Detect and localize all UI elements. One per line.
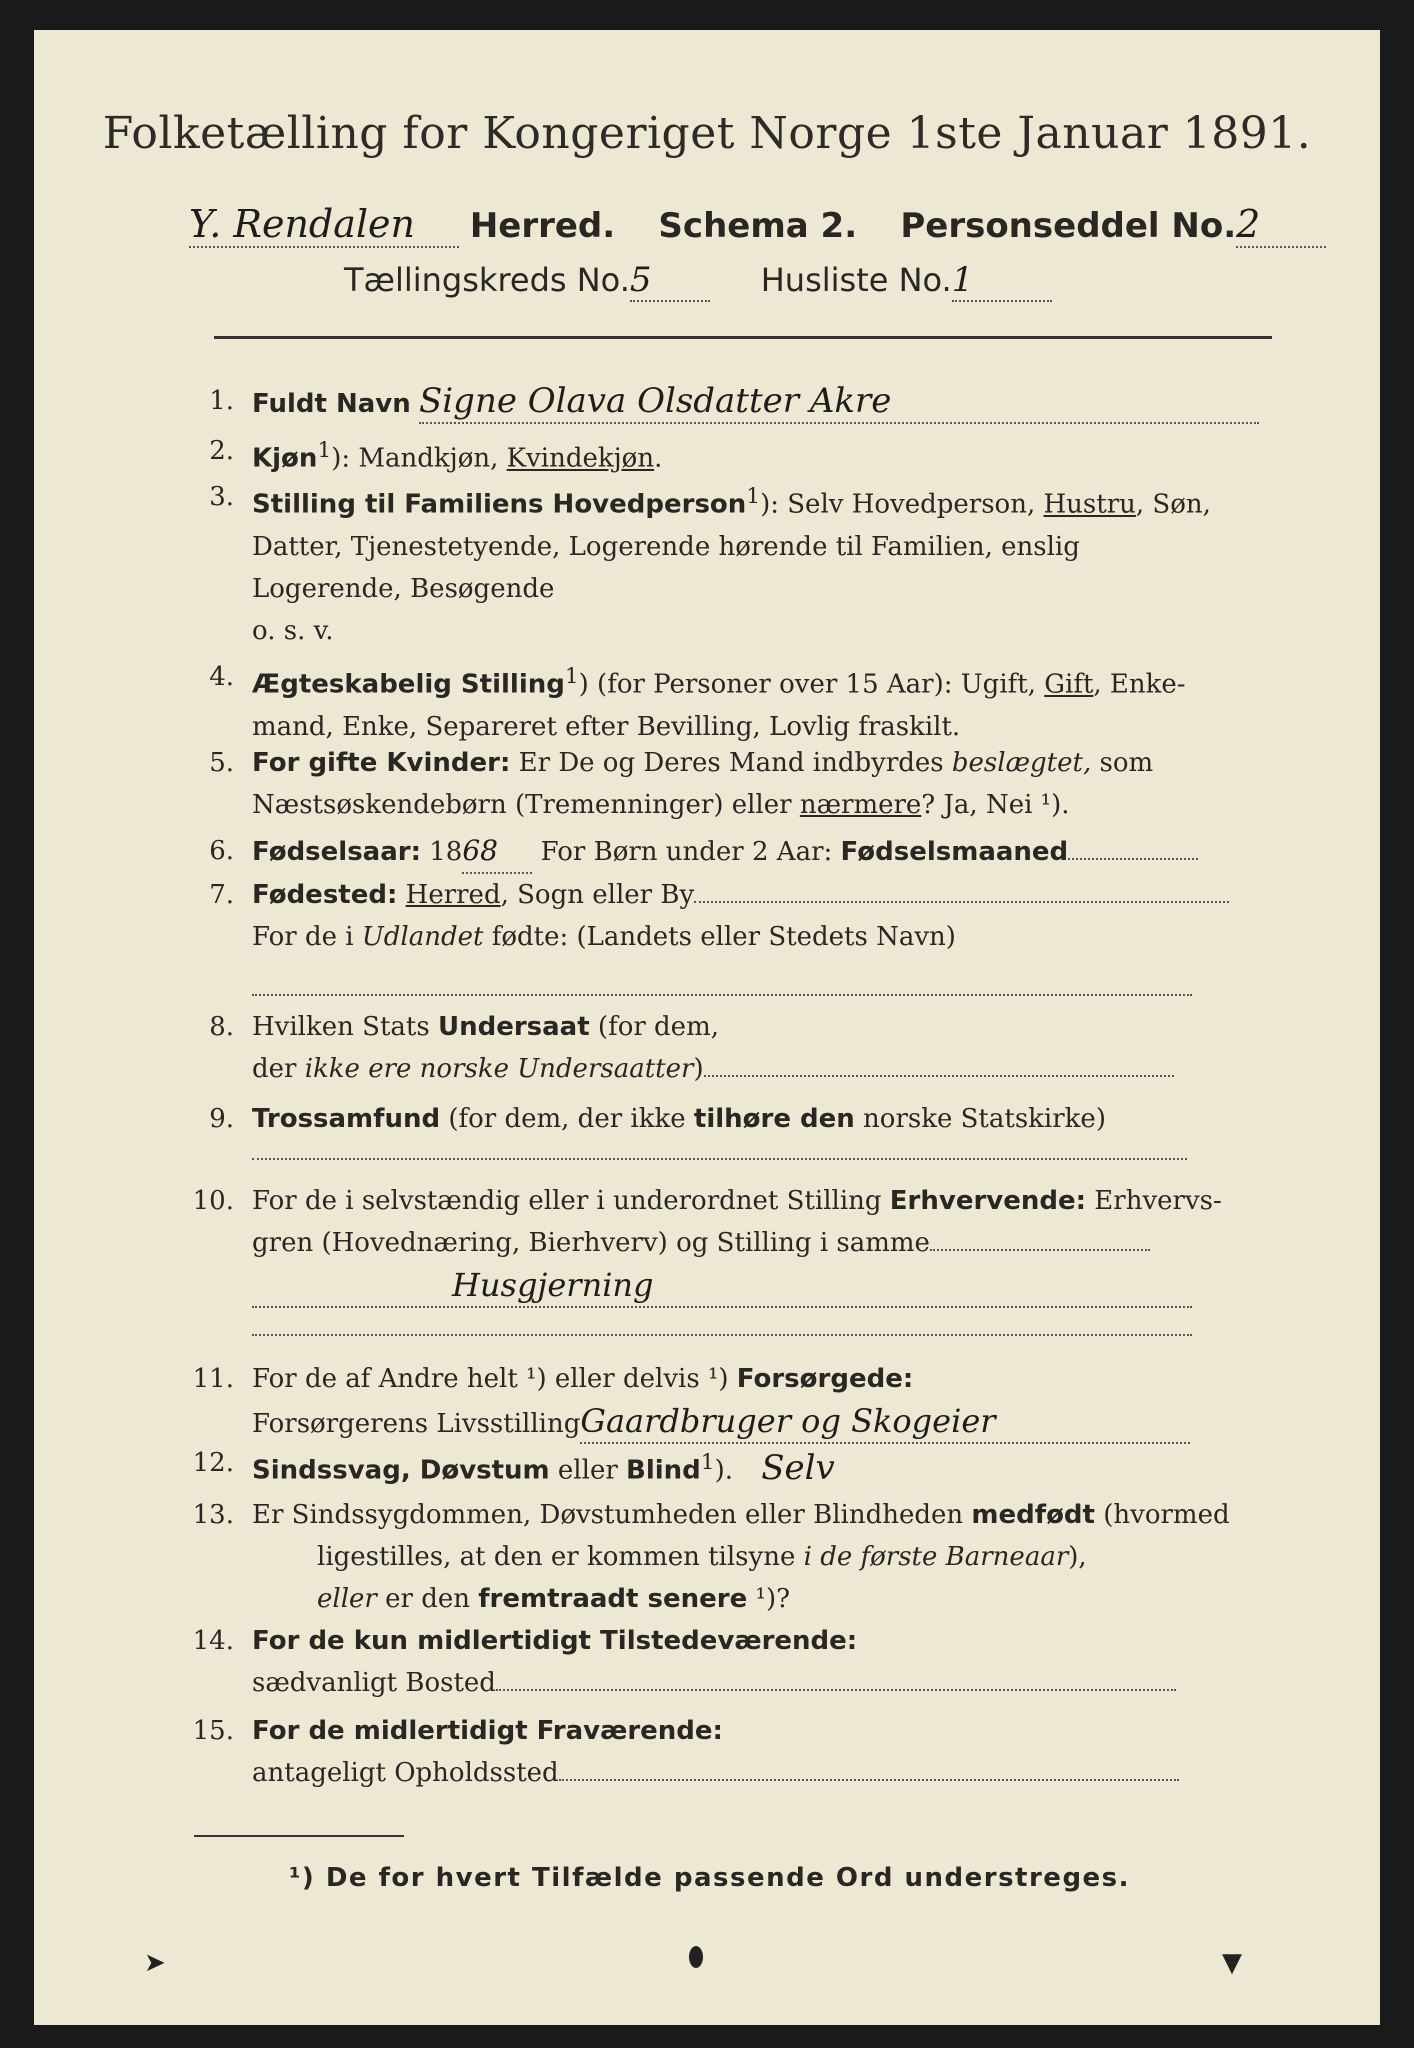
underlined-option: Gift: [1044, 669, 1094, 700]
item-label: Ægteskabelig Stilling: [252, 669, 565, 700]
item-number: 9.: [209, 1104, 234, 1134]
item-text-italic: Udlandet: [361, 922, 484, 952]
item-label: fremtraadt senere: [478, 1584, 748, 1614]
item-label: Stilling til Familiens Hovedperson: [252, 489, 747, 520]
header-divider: [214, 336, 1272, 339]
occupation-blank-2: [252, 1334, 1192, 1336]
kreds-number: 5: [630, 260, 710, 302]
herred-handwritten: Y. Rendalen: [189, 202, 459, 248]
item-text: (for dem,: [589, 1012, 719, 1042]
item-text: fødte: (Landets eller Stedets Navn): [483, 922, 956, 952]
personseddel-label: Personseddel No.: [900, 206, 1237, 246]
item-text: Erhvervs-: [1086, 1186, 1222, 1216]
item-label: Fødselsaar:: [252, 837, 421, 867]
occupation-value: Husgjerning: [252, 1264, 1192, 1308]
item-label: tilhøre den: [693, 1104, 855, 1134]
item-text: For Børn under 2 Aar:: [532, 837, 841, 867]
item-text: Logerende, Besøgende: [252, 573, 555, 604]
schema-label: Schema 2.: [658, 206, 858, 246]
item-text: ),: [1068, 1542, 1087, 1572]
item-label: Sindssvag, Døvstum: [252, 1455, 550, 1486]
item-number: 6.: [209, 836, 234, 866]
header-row-herred: [189, 202, 1326, 248]
item-number: 14.: [192, 1626, 234, 1656]
husliste-number: 1: [952, 260, 1052, 302]
item-text: Er De og Deres Mand indbyrdes: [510, 748, 952, 778]
item-text: ? Ja, Nei ¹).: [921, 790, 1070, 820]
item-number: 10.: [192, 1186, 234, 1216]
personseddel-number: 2: [1236, 202, 1326, 248]
item-label: Kjøn: [252, 443, 318, 474]
item-text-italic: eller: [317, 1584, 377, 1614]
item-text: ligestilles, at den er kommen tilsyne: [317, 1542, 804, 1572]
kreds-label: Tællingskreds No.: [344, 261, 630, 299]
item-number: 5.: [209, 748, 234, 778]
birthplace-blank: [694, 901, 1229, 903]
item-text: For de af Andre helt ¹) eller delvis ¹): [252, 1364, 737, 1394]
item-text: 18: [421, 837, 463, 867]
item-text: sædvanligt Bosted: [252, 1668, 496, 1698]
item-number: 15.: [192, 1716, 234, 1746]
item-text: antageligt Opholdssted: [252, 1758, 559, 1788]
item-text: , Enke-: [1093, 669, 1186, 700]
item-number: 4.: [209, 662, 234, 692]
probable-residence-blank: [559, 1779, 1179, 1781]
underlined-option: Hustru: [1043, 489, 1136, 520]
item-number: 7.: [209, 880, 234, 910]
item-label: Erhvervende:: [889, 1186, 1087, 1216]
husliste-label: Husliste No.: [760, 261, 952, 299]
item-text: er den: [376, 1584, 479, 1614]
item-text: , Sogn eller By: [500, 880, 695, 910]
item-label: For gifte Kvinder:: [252, 748, 511, 778]
item-label: Undersaat: [437, 1012, 590, 1042]
item-text-italic: i de første Barneaar: [803, 1542, 1069, 1572]
footnote-ref: 1: [746, 484, 761, 509]
item-number: 11.: [192, 1364, 234, 1394]
item-label: Blind: [626, 1455, 701, 1486]
item-text: mand, Enke, Separeret efter Bevilling, Lovlig fraskilt.: [252, 711, 961, 742]
corner-mark-left: ➤: [144, 1948, 166, 1978]
census-form-sheet: [34, 30, 1380, 2025]
corner-mark-right: ▼: [1222, 1948, 1242, 1978]
item-text: ¹)?: [747, 1584, 791, 1614]
item-text: gren (Hovednæring, Bierhverv) og Stilling i samme: [252, 1228, 930, 1258]
foreign-birthplace-blank: [252, 994, 1192, 996]
item-text: ): Mandkjøn,: [331, 443, 507, 474]
item-number: 2.: [209, 436, 234, 466]
occupation-blank: [930, 1249, 1150, 1251]
item-label: Forsørgede:: [736, 1364, 914, 1394]
item-text: For de i selvstændig eller i underordnet Stilling: [252, 1186, 890, 1216]
underlined-option: Herred: [405, 880, 501, 910]
item-text: o. s. v.: [252, 615, 334, 646]
item-text: eller: [549, 1455, 627, 1486]
birth-month-blank: [1068, 858, 1198, 860]
item-label: Fuldt Navn: [252, 389, 411, 419]
disability-value: Selv: [761, 1447, 835, 1488]
item-text-italic: ikke ere norske Undersaatter: [304, 1054, 694, 1084]
item-label: Fødested:: [252, 880, 398, 910]
footnote-divider: [194, 1835, 404, 1837]
item-text: .: [654, 443, 663, 474]
center-mark: [689, 1946, 703, 1968]
nationality-blank: [704, 1075, 1174, 1077]
item-text: Er Sindssygdommen, Døvstumheden eller Blindheden: [252, 1500, 972, 1530]
religion-blank: [252, 1158, 1187, 1160]
form-title: Folketælling for Kongeriget Norge 1ste Januar 1891.: [102, 108, 1312, 159]
item-text: For de i: [252, 922, 362, 952]
item-text: Hvilken Stats: [252, 1012, 438, 1042]
item-text: Forsørgerens Livsstilling: [252, 1409, 581, 1439]
item-number: 8.: [209, 1012, 234, 1042]
underlined-option: nærmere: [799, 790, 922, 820]
item-text: ).: [714, 1455, 733, 1486]
item-text: der: [252, 1054, 305, 1084]
item-text: norske Statskirke): [854, 1104, 1106, 1134]
item-text: , Søn,: [1135, 489, 1211, 520]
item-text: Datter, Tjenestetyende, Logerende hørende til Familien, enslig: [252, 531, 1080, 562]
item-text: (hvormed: [1094, 1500, 1230, 1530]
footnote-ref: 1: [700, 1450, 715, 1475]
item-text: ) (for Personer over 15 Aar): Ugift,: [578, 669, 1045, 700]
footnote: ¹) De for hvert Tilfælde passende Ord understreges.: [289, 1863, 1131, 1893]
usual-residence-blank: [496, 1689, 1176, 1691]
footnote-ref: 1: [564, 664, 579, 689]
item-label: medfødt: [971, 1500, 1095, 1530]
footnote-ref: 1: [317, 438, 332, 463]
underlined-option: Kvindekjøn: [506, 443, 655, 474]
item-label: Fødselsmaaned: [840, 837, 1069, 867]
item-number: 1.: [209, 386, 234, 416]
item-label: For de kun midlertidigt Tilstedeværende:: [252, 1626, 858, 1656]
item-text: Næstsøskendebørn (Tremenninger) eller: [252, 790, 800, 820]
item-label: For de midlertidigt Fraværende:: [252, 1716, 723, 1746]
full-name-value: Signe Olava Olsdatter Akre: [419, 380, 1259, 424]
header-row-kreds: [344, 260, 1052, 302]
item-number: 3.: [209, 482, 234, 512]
item-text: ): [693, 1054, 704, 1084]
item-text: ): Selv Hovedperson,: [760, 489, 1044, 520]
birth-year-value: 68: [462, 830, 532, 874]
item-text: som: [1091, 748, 1154, 778]
item-text: (for dem, der ikke: [440, 1104, 694, 1134]
herred-label: Herred.: [469, 206, 616, 246]
item-number: 13.: [192, 1500, 234, 1530]
item-number: 12.: [192, 1448, 234, 1478]
item-text-italic: beslægtet,: [951, 748, 1092, 778]
provider-occupation-value: Gaardbruger og Skogeier: [580, 1400, 1190, 1444]
item-label: Trossamfund: [252, 1104, 441, 1134]
